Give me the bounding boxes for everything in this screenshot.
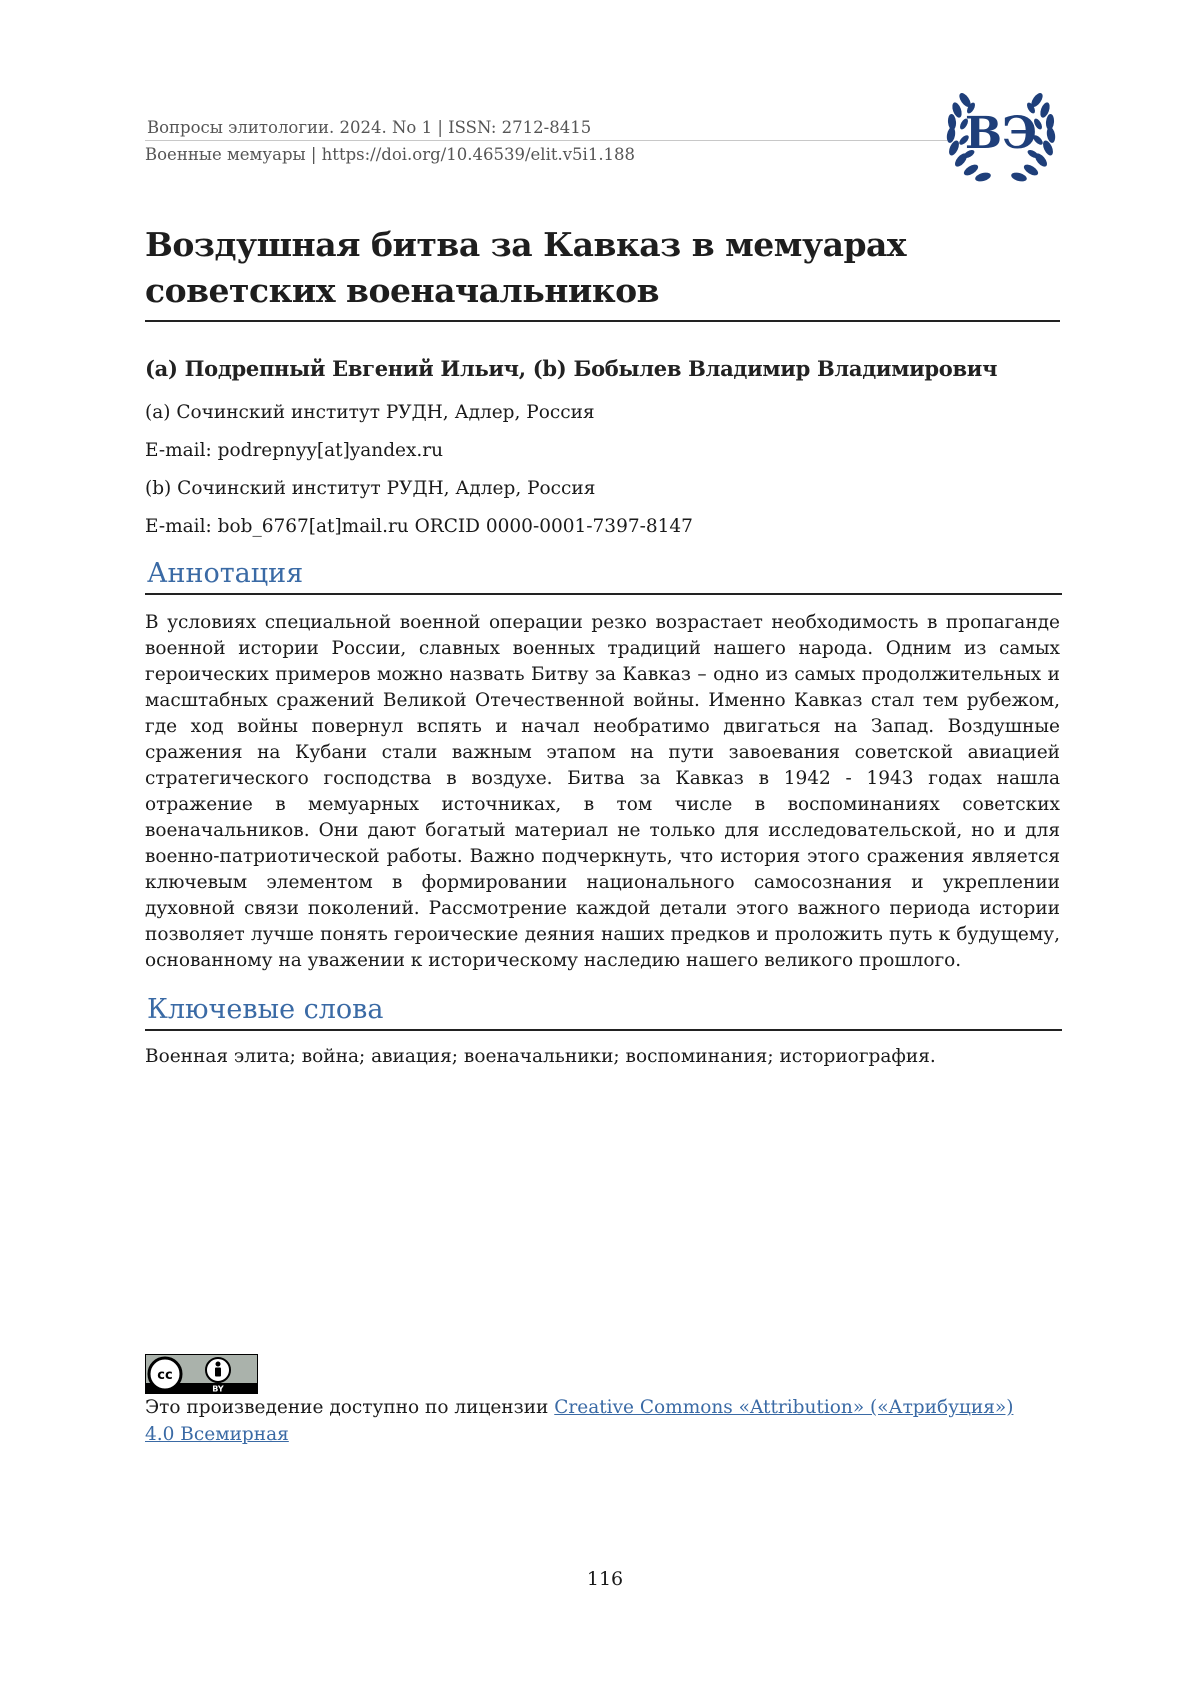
abstract-heading: Аннотация: [145, 558, 1062, 595]
email-a: E-mail: podrepnyy[at]yandex.ru: [145, 440, 444, 461]
affiliation-a: (a) Сочинский институт РУДН, Адлер, Россия: [145, 402, 595, 423]
page-number: 116: [586, 1568, 624, 1590]
cc-by-badge[interactable]: [145, 1354, 258, 1394]
license-prefix: Это произведение доступно по лицензии: [145, 1397, 555, 1418]
keywords-heading: Ключевые слова: [145, 994, 1062, 1031]
journal-logo: [941, 78, 1061, 190]
keywords-text: Военная элита; война; авиация; военачальники; воспоминания; историография.: [145, 1046, 936, 1067]
license-link[interactable]: Creative Commons «Attribution» («Атрибуция») 4.0 Всемирная: [145, 1397, 1014, 1445]
journal-issue-line: Вопросы элитологии. 2024. No 1 | ISSN: 2712-8415: [145, 118, 947, 141]
affiliation-b: (b) Сочинский институт РУДН, Адлер, Россия: [145, 478, 596, 499]
article-authors: (a) Подрепный Евгений Ильич, (b) Бобылев Владимир Владимирович: [145, 356, 998, 381]
license-statement: [145, 1394, 1045, 1448]
logo-letters: ВЭ: [964, 108, 1038, 159]
svg-text:cc: cc: [157, 1368, 173, 1383]
section-doi-line: Военные мемуары | https://doi.org/10.46539/elit.v5i1.188: [145, 145, 636, 164]
email-orcid-b: E-mail: bob_6767[at]mail.ru ORCID 0000-0001-7397-8147: [145, 516, 693, 537]
running-header: [145, 118, 945, 164]
article-title: Воздушная битва за Кавказ в мемуарах советских военачальников: [145, 222, 1060, 322]
abstract-text: В условиях специальной военной операции резко возрастает необходимость в пропаганде военной истории России, славных военных традиций нашего народа. Одним из самых героических примеров можно назвать Битву за Кавказ – одно из самых продолжительных и масштабных сражений Великой Отечественной войны. Именно Кавказ стал тем рубежом, где ход войны повернул вспять и начал необратимо двигаться на Запад. Воздушные сражения на Кубани стали важным этапом на пути завоевания советской авиацией стратегического господства в воздухе. Битва за Кавказ в 1942 - 1943 годах нашла отражение в мемуарных источниках, в том числе в воспоминаниях советских военачальников. Они дают богатый материал не только для исследовательской, но и для военно-патриотической работы. Важно подчеркнуть, что история этого сражения является ключевым элементом в формировании национального самосознания и укреплении духовной связи поколений. Рассмотрение каждой детали этого важного периода истории позволяет лучше понять героические деяния наших предков и проложить путь к будущему, основанному на уважении к историческому наследию нашего великого прошлого.: [145, 612, 1060, 971]
svg-text:BY: BY: [212, 1384, 224, 1394]
